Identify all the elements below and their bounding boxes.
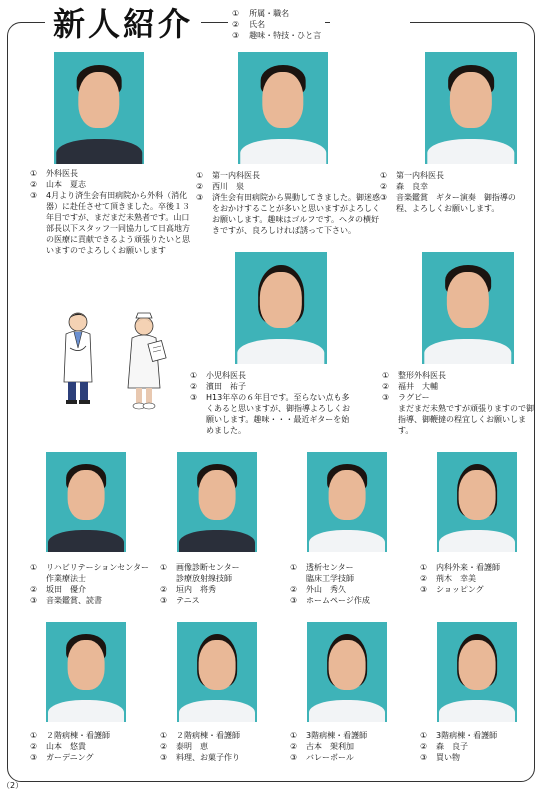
page-number: （2） bbox=[2, 781, 24, 790]
caption-line: ① 外科医長 bbox=[30, 169, 78, 178]
staff-caption bbox=[30, 562, 170, 606]
caption-line: ② 垣内 将秀 bbox=[160, 585, 216, 594]
staff-caption bbox=[290, 730, 410, 763]
caption-line: ② 濱田 祐子 bbox=[190, 382, 246, 391]
caption-line: ② 坂田 優介 bbox=[30, 585, 86, 594]
staff-photo bbox=[425, 52, 517, 164]
caption-legend bbox=[228, 8, 325, 41]
staff-photo bbox=[307, 622, 387, 722]
staff-photo bbox=[54, 52, 144, 164]
caption-line: ① 内科外来・看護師 bbox=[420, 563, 500, 572]
staff-photo bbox=[46, 622, 126, 722]
staff-photo bbox=[437, 452, 517, 552]
caption-line: ③ 料理、お菓子作り bbox=[160, 753, 240, 762]
staff-photo bbox=[177, 452, 257, 552]
caption-line: まだまだ未熟ですが頑張りますので御指導、御鞭撻の程宜しくお願いします。 bbox=[398, 404, 534, 435]
staff-caption bbox=[190, 370, 350, 436]
caption-line: ② 森 良幸 bbox=[380, 182, 428, 191]
caption-line: ③ 4月より済生会有田病院から外科（消化器）に赴任させて頂きました。卒後１３年目ですが、まだまだ未熟者です。山口部長以下スタッフ一同協力して日高地方の医療に貢献できるよう頑張りたいと思いますのでよろしくお願いします bbox=[30, 191, 190, 255]
staff-caption bbox=[30, 168, 190, 256]
caption-line: 診療放射線技師 bbox=[176, 574, 232, 583]
caption-line: ① 画像診断センター bbox=[160, 563, 240, 572]
caption-line: ③ ラグビー bbox=[382, 393, 430, 402]
caption-line: 作業療法士 bbox=[46, 574, 86, 583]
caption-line: ① ２階病棟・看護師 bbox=[30, 731, 110, 740]
caption-line: ② 山本 悠貴 bbox=[30, 742, 86, 751]
staff-caption bbox=[420, 730, 530, 763]
caption-line: ② 外山 秀久 bbox=[290, 585, 346, 594]
staff-photo bbox=[46, 452, 126, 552]
caption-line: ② 福井 大輔 bbox=[382, 382, 438, 391]
caption-line: ① 透析センター bbox=[290, 563, 354, 572]
caption-line: 臨床工学技師 bbox=[306, 574, 354, 583]
staff-caption bbox=[290, 562, 410, 606]
caption-line: ① リハビリテーションセンター bbox=[30, 563, 149, 572]
legend-item: ③ 趣味・特技・ひと言 bbox=[232, 31, 322, 40]
staff-caption bbox=[160, 730, 280, 763]
staff-photo bbox=[422, 252, 514, 364]
caption-line: ② 荊木 幸美 bbox=[420, 574, 476, 583]
caption-line: ① 3階病棟・看護師 bbox=[290, 731, 368, 740]
legend-item: ② 氏名 bbox=[232, 20, 266, 29]
caption-line: ③ テニス bbox=[160, 596, 200, 605]
caption-line: ③ 済生会有田病院から異動してきました。御迷惑をおかけすることが多いと思いますがよろしくお願いします。趣味はゴルフです。ヘタの横好きですが、良ろしければ誘って下さい。 bbox=[196, 193, 380, 235]
caption-line: ③ バレーボール bbox=[290, 753, 354, 762]
caption-line: ① 第一内科医長 bbox=[196, 171, 260, 180]
staff-photo bbox=[177, 622, 257, 722]
doctor-nurse-illustration bbox=[58, 308, 176, 412]
caption-line: ① ２階病棟・看護師 bbox=[160, 731, 240, 740]
caption-line: ③ H13年卒の６年目です。至らない点も多くあると思いますが、御指導よろしくお願いします。趣味・・・最近ギターを始めました。 bbox=[190, 393, 350, 435]
staff-photo bbox=[437, 622, 517, 722]
caption-line: ③ ガーデニング bbox=[30, 753, 94, 762]
caption-line: ③ ショッピング bbox=[420, 585, 484, 594]
caption-line: ① 第一内科医長 bbox=[380, 171, 444, 180]
caption-line: ② 古本 架利加 bbox=[290, 742, 354, 751]
staff-caption bbox=[380, 170, 530, 214]
staff-caption bbox=[382, 370, 534, 436]
caption-line: ① 整形外科医長 bbox=[382, 371, 446, 380]
staff-photo bbox=[235, 252, 327, 364]
caption-line: ③ ホームページ作成 bbox=[290, 596, 370, 605]
caption-line: ② 森 良子 bbox=[420, 742, 468, 751]
caption-line: ① 3階病棟・看護師 bbox=[420, 731, 498, 740]
page-title: 新人紹介 bbox=[45, 2, 201, 46]
caption-line: ① 小児科医長 bbox=[190, 371, 246, 380]
caption-line: ② 西川 泉 bbox=[196, 182, 244, 191]
staff-caption bbox=[420, 562, 530, 595]
staff-caption bbox=[196, 170, 386, 236]
caption-line: ③ 音楽鑑賞 ギター演奏 御指導の程、よろしくお願いします。 bbox=[380, 193, 516, 213]
staff-photo bbox=[307, 452, 387, 552]
caption-line: ② 山本 夏志 bbox=[30, 180, 86, 189]
caption-line: ③ 買い物 bbox=[420, 753, 460, 762]
staff-caption bbox=[160, 562, 280, 606]
caption-line: ③ 音楽鑑賞、読書 bbox=[30, 596, 102, 605]
legend-item: ① 所属・職名 bbox=[232, 9, 290, 18]
staff-photo bbox=[238, 52, 328, 164]
staff-caption bbox=[30, 730, 160, 763]
caption-line: ② 泰明 恵 bbox=[160, 742, 208, 751]
